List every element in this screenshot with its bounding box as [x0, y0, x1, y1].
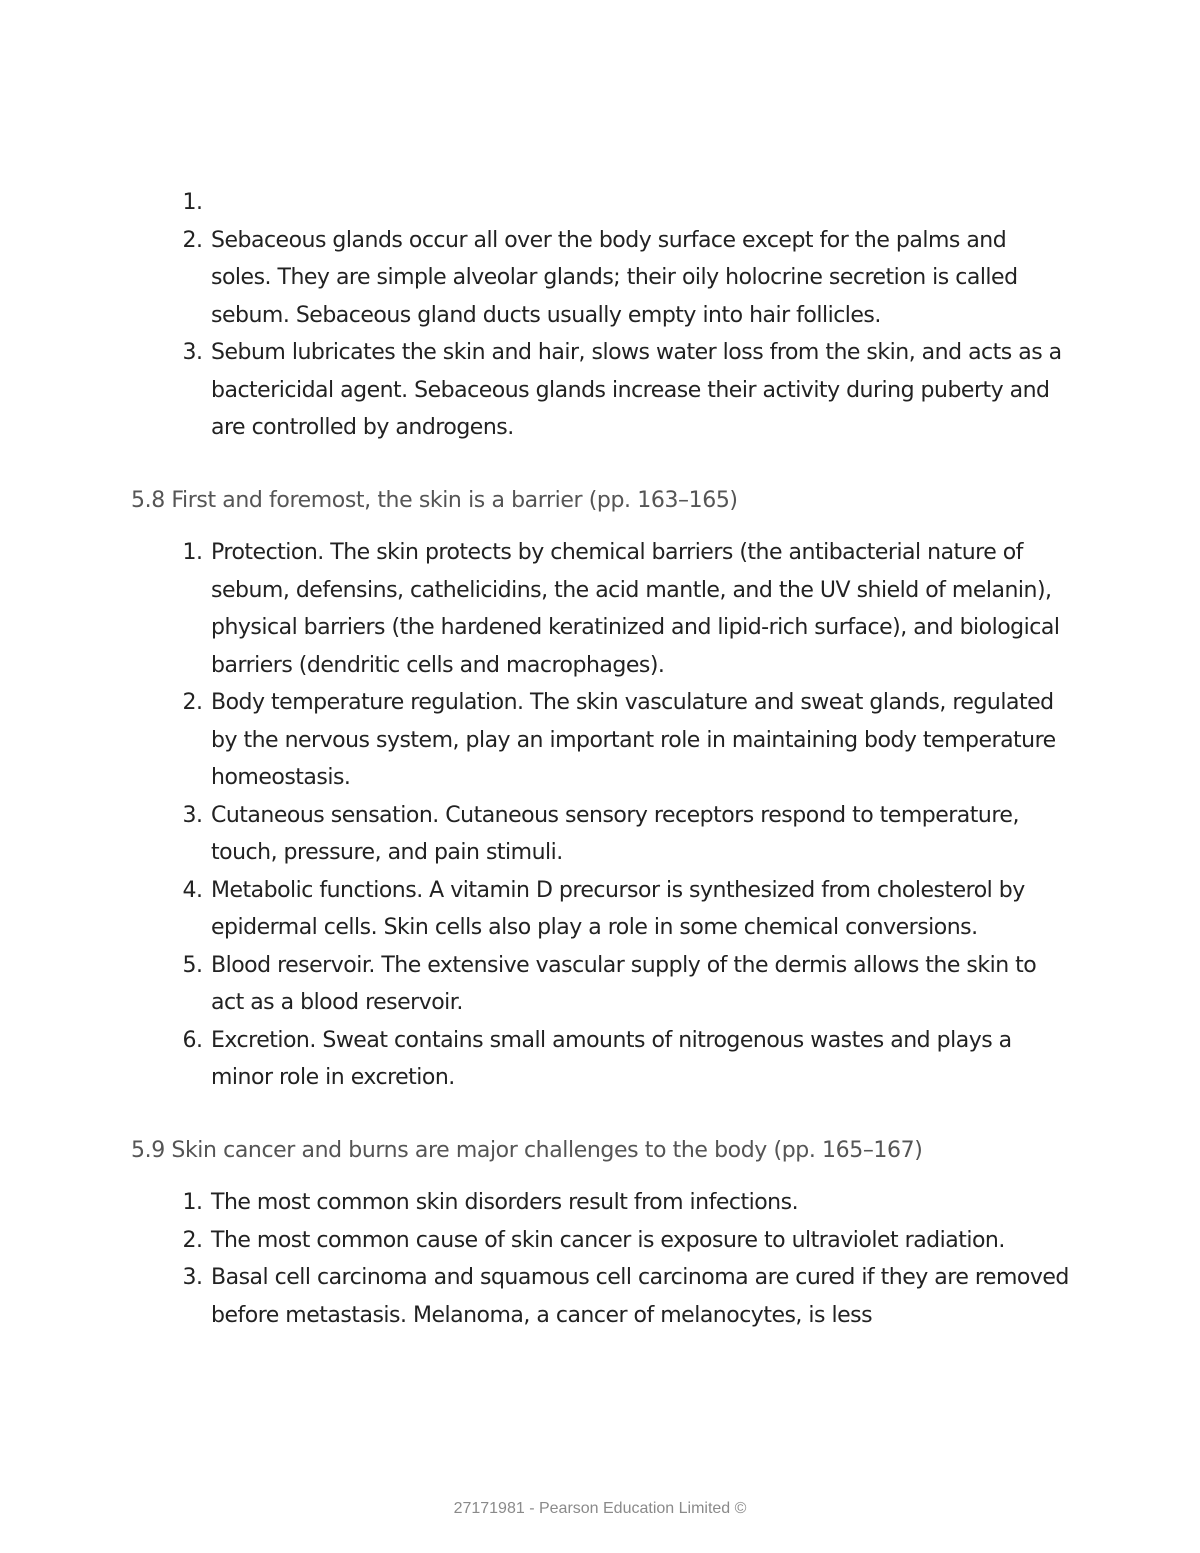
list-item: 3. Sebum lubricates the skin and hair, slows water loss from the skin, and acts as a bactericidal agent. Sebaceous glands increase their activity during puberty and are controlled by androgens.	[209, 334, 1071, 447]
list-item: 3. Basal cell carcinoma and squamous cell carcinoma are cured if they are removed before metastasis. Melanoma, a cancer of melanocytes, is less	[209, 1259, 1071, 1334]
skin-functions-list	[131, 534, 1071, 1097]
list-item: 2. Sebaceous glands occur all over the body surface except for the palms and soles. They are simple alveolar glands; their oily holocrine secretion is called sebum. Sebaceous gland ducts usually empty into hair follicles.	[209, 222, 1071, 335]
list-item	[209, 184, 1071, 222]
document-body	[131, 184, 1071, 1334]
list-item: 2. Body temperature regulation. The skin vasculature and sweat glands, regulated by the nervous system, play an important role in maintaining body temperature homeostasis.	[209, 684, 1071, 797]
sebaceous-glands-list	[131, 184, 1071, 447]
list-item: 2. The most common cause of skin cancer is exposure to ultraviolet radiation.	[209, 1222, 1071, 1260]
section-heading-5-9: 5.9 Skin cancer and burns are major challenges to the body (pp. 165–167)	[131, 1137, 923, 1163]
skin-disorders-list	[131, 1184, 1071, 1334]
list-item: 6. Excretion. Sweat contains small amounts of nitrogenous wastes and plays a minor role in excretion.	[209, 1022, 1071, 1097]
page-footer: 27171981 - Pearson Education Limited ©	[453, 1500, 747, 1517]
list-item: 1. The most common skin disorders result from infections.	[209, 1184, 1071, 1222]
list-item: 1. Protection. The skin protects by chemical barriers (the antibacterial nature of sebum, defensins, cathelicidins, the acid mantle, and the UV shield of melanin), physical barriers (the hardened keratinized and lipid-rich surface), and biological barriers (dendritic cells and macrophages).	[209, 534, 1071, 684]
list-item: 5. Blood reservoir. The extensive vascular supply of the dermis allows the skin to act as a blood reservoir.	[209, 947, 1071, 1022]
section-heading-5-8: 5.8 First and foremost, the skin is a barrier (pp. 163–165)	[131, 487, 738, 513]
list-item: 3. Cutaneous sensation. Cutaneous sensory receptors respond to temperature, touch, pressure, and pain stimuli.	[209, 797, 1071, 872]
list-item: 4. Metabolic functions. A vitamin D precursor is synthesized from cholesterol by epidermal cells. Skin cells also play a role in some chemical conversions.	[209, 872, 1071, 947]
